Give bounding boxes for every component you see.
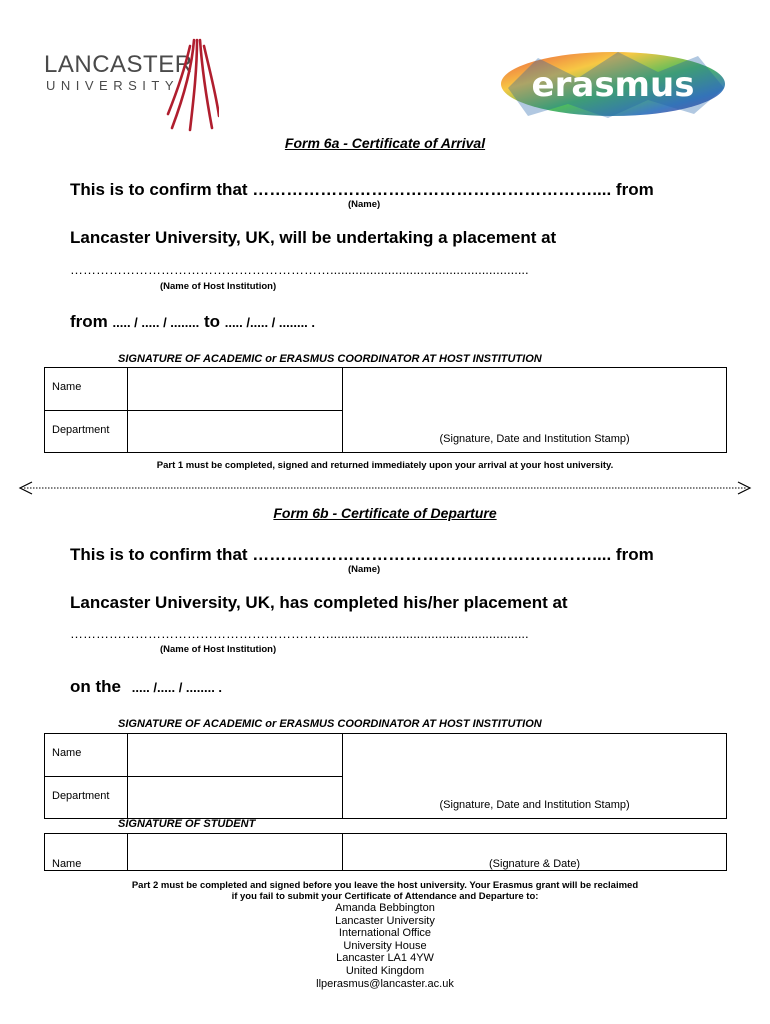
name-label: Name bbox=[52, 381, 82, 393]
logo-text-university: UNIVERSITY bbox=[46, 78, 180, 93]
student-signature-box[interactable] bbox=[343, 834, 727, 871]
lancaster-university-logo bbox=[44, 36, 219, 132]
signature-stamp-box[interactable] bbox=[343, 368, 727, 453]
arrival-signature-table bbox=[44, 367, 727, 453]
logo-text-lancaster: LANCASTER bbox=[44, 51, 193, 78]
address-line: International Office bbox=[338, 927, 432, 940]
part2-instruction-line1: Part 2 must be completed and signed before you leave the host university. Your Erasmus grant will be reclaimed bbox=[131, 880, 639, 891]
address-line: Lancaster LA1 4YW bbox=[336, 952, 434, 965]
arrival-confirm-line bbox=[70, 180, 654, 200]
address-email[interactable]: llperasmus@lancaster.ac.uk bbox=[316, 977, 454, 990]
departure-statement: Lancaster University, UK, has completed his/her placement at bbox=[70, 593, 568, 612]
name-label: Name bbox=[52, 747, 82, 759]
name-caption: (Name) bbox=[348, 199, 381, 210]
department-label: Department bbox=[52, 790, 110, 802]
host-institution-blank[interactable]: ……………………………………………………....................................................... bbox=[70, 626, 529, 641]
student-signature-caption: (Signature & Date) bbox=[489, 858, 581, 870]
student-name-field[interactable] bbox=[127, 834, 342, 871]
student-signature-heading: SIGNATURE OF STUDENT bbox=[118, 818, 256, 830]
confirm-prefix: This is to confirm that bbox=[70, 180, 248, 199]
coordinator-signature-heading: SIGNATURE OF ACADEMIC or ERASMUS COORDINATOR AT HOST INSTITUTION bbox=[118, 353, 542, 365]
departure-title: Form 6b - Certificate of Departure bbox=[273, 505, 497, 521]
student-name-label: Name bbox=[52, 858, 82, 870]
erasmus-logo bbox=[498, 48, 728, 120]
return-address bbox=[0, 902, 770, 990]
part1-instruction: Part 1 must be completed, signed and returned immediately upon your arrival at your host university. bbox=[156, 460, 614, 471]
arrival-dates-line bbox=[70, 312, 315, 332]
arrival-statement: Lancaster University, UK, will be undertaking a placement at bbox=[70, 228, 557, 247]
stamp-caption: (Signature, Date and Institution Stamp) bbox=[439, 433, 630, 445]
address-line: Amanda Bebbington bbox=[335, 902, 435, 914]
cut-line bbox=[18, 480, 752, 501]
erasmus-wordmark: erasmus bbox=[531, 65, 695, 105]
coordinator-department-field[interactable] bbox=[127, 777, 342, 819]
host-institution-blank[interactable]: ……………………………………………………....................................................... bbox=[70, 262, 529, 277]
stamp-caption: (Signature, Date and Institution Stamp) bbox=[439, 799, 630, 811]
name-blank[interactable]: …………………………………………………….... from bbox=[252, 180, 654, 199]
coordinator-signature-heading: SIGNATURE OF ACADEMIC or ERASMUS COORDINATOR AT HOST INSTITUTION bbox=[118, 718, 542, 730]
department-label: Department bbox=[52, 424, 110, 436]
dates-from-label: from bbox=[70, 312, 108, 331]
student-signature-table bbox=[44, 833, 727, 871]
to-date-blank[interactable]: ..... /..... / ........ . bbox=[224, 315, 316, 330]
host-caption: (Name of Host Institution) bbox=[160, 644, 277, 655]
part2-instruction-line2: if you fail to submit your Certificate of Attendance and Departure to: bbox=[231, 891, 539, 902]
name-blank[interactable]: …………………………………………………….... from bbox=[252, 545, 654, 564]
address-line: University House bbox=[343, 939, 427, 952]
coordinator-name-field[interactable] bbox=[127, 734, 342, 777]
host-caption: (Name of Host Institution) bbox=[160, 281, 277, 292]
confirm-prefix: This is to confirm that bbox=[70, 545, 248, 564]
signature-stamp-box[interactable] bbox=[343, 734, 727, 819]
arrival-title: Form 6a - Certificate of Arrival bbox=[284, 135, 486, 151]
part2-instruction bbox=[0, 880, 770, 902]
address-line: United Kingdom bbox=[345, 964, 425, 977]
coordinator-department-field[interactable] bbox=[127, 411, 342, 453]
address-line: Lancaster University bbox=[335, 914, 435, 927]
on-the-label: on the bbox=[70, 677, 121, 696]
departure-date-line bbox=[70, 677, 222, 697]
departure-date-blank[interactable]: ..... /..... / ........ . bbox=[131, 680, 223, 695]
departure-confirm-line bbox=[70, 545, 654, 565]
departure-signature-table bbox=[44, 733, 727, 819]
dates-to-label: to bbox=[203, 312, 220, 331]
coordinator-name-field[interactable] bbox=[127, 368, 342, 411]
from-date-blank[interactable]: ..... / ..... / ........ bbox=[112, 315, 200, 330]
name-caption: (Name) bbox=[348, 564, 381, 575]
